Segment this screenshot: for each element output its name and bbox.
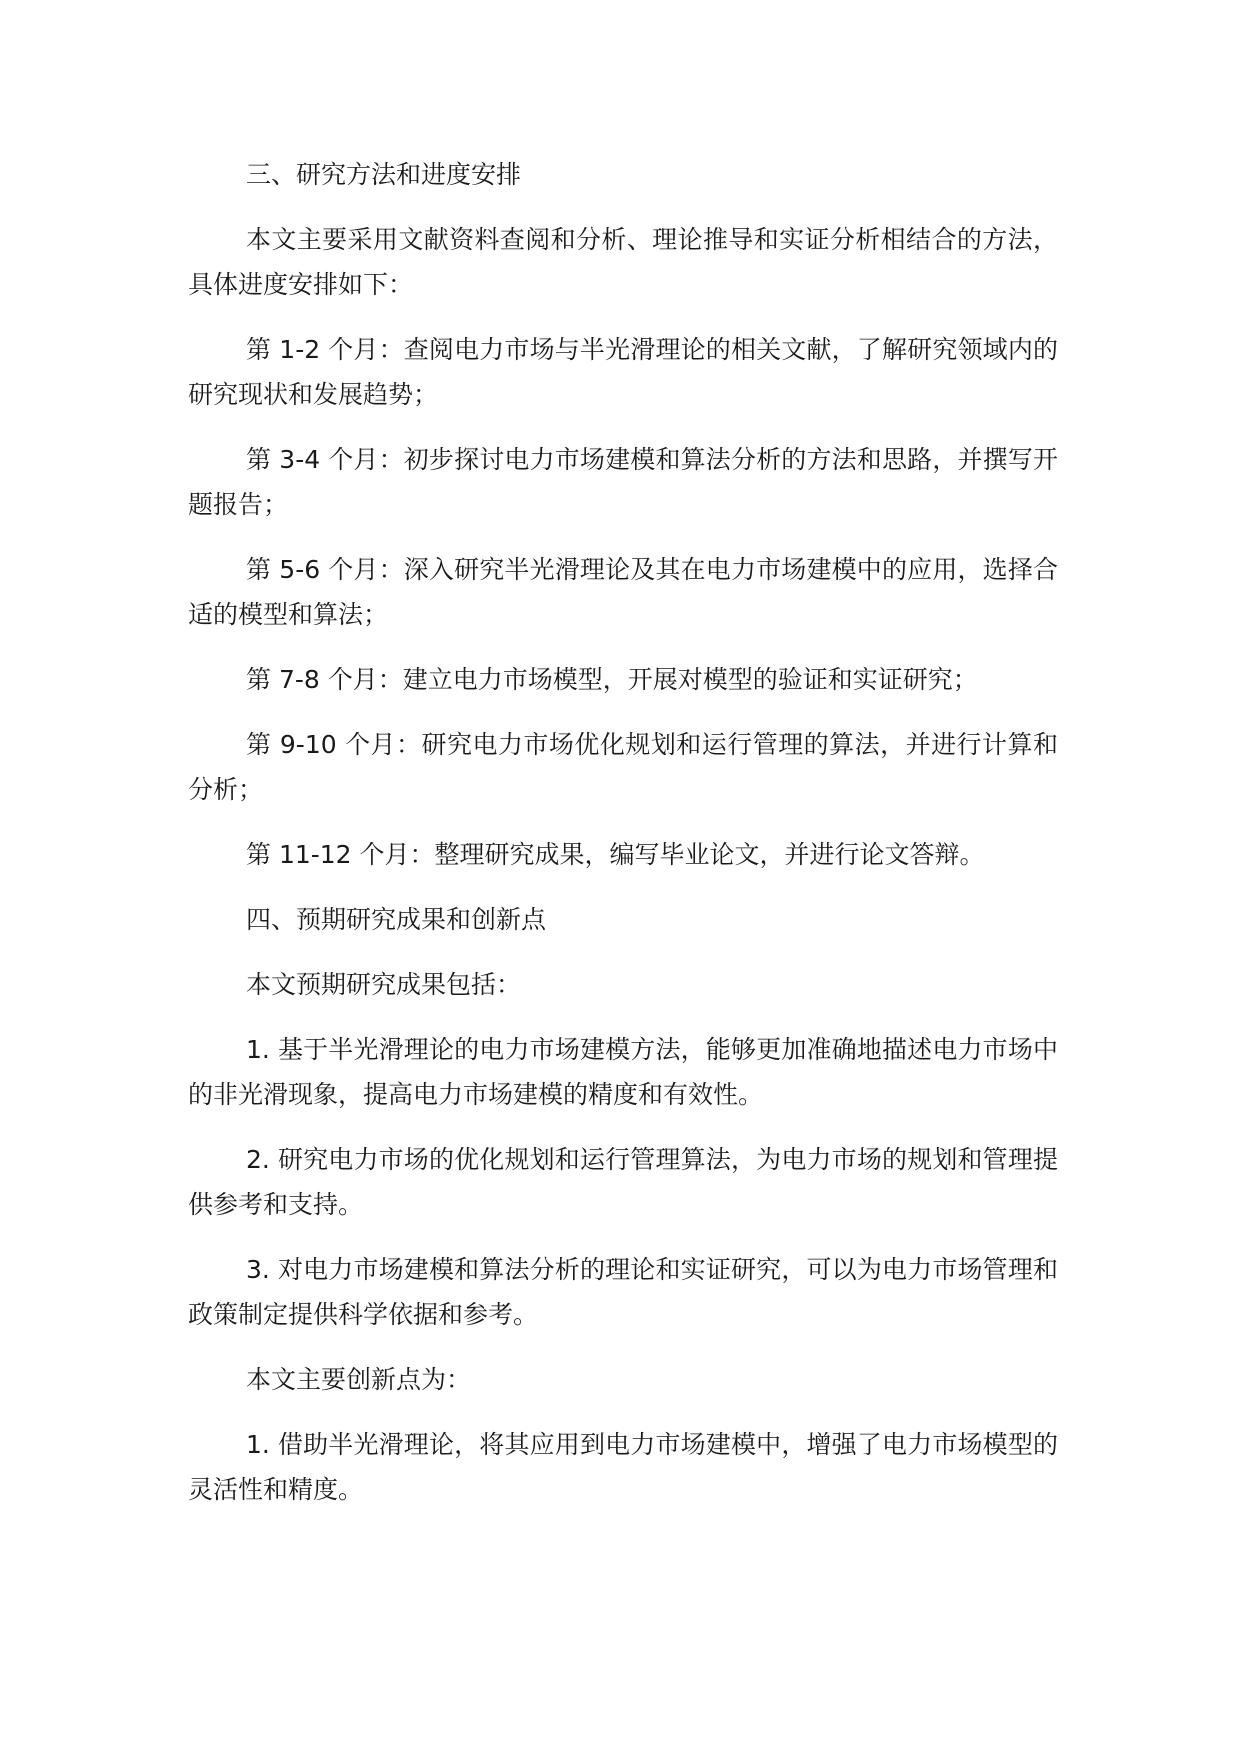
schedule-item-months-5-6: 第 5-6 个月：深入研究半光滑理论及其在电力市场建模中的应用，选择合适的模型和算法； xyxy=(188,555,1058,629)
schedule-item-months-9-10: 第 9-10 个月：研究电力市场优化规划和运行管理的算法，并进行计算和分析； xyxy=(188,730,1058,804)
paragraph-innovations-intro: 本文主要创新点为： xyxy=(246,1365,472,1394)
schedule-item-months-11-12: 第 11-12 个月：整理研究成果，编写毕业论文，并进行论文答辩。 xyxy=(246,840,985,869)
paragraph-outcomes-intro: 本文预期研究成果包括： xyxy=(246,970,522,999)
schedule-item-months-1-2: 第 1-2 个月：查阅电力市场与半光滑理论的相关文献，了解研究领域内的研究现状和发展趋势； xyxy=(188,335,1058,409)
outcome-item-2: 2. 研究电力市场的优化规划和运行管理算法，为电力市场的规划和管理提供参考和支持。 xyxy=(188,1145,1058,1219)
outcome-item-1: 1. 基于半光滑理论的电力市场建模方法，能够更加准确地描述电力市场中的非光滑现象，提高电力市场建模的精度和有效性。 xyxy=(188,1035,1058,1109)
section-heading-methods: 三、研究方法和进度安排 xyxy=(246,160,522,189)
innovation-item-1: 1. 借助半光滑理论，将其应用到电力市场建模中，增强了电力市场模型的灵活性和精度。 xyxy=(188,1430,1058,1504)
schedule-item-months-3-4: 第 3-4 个月：初步探讨电力市场建模和算法分析的方法和思路，并撰写开题报告； xyxy=(188,445,1058,519)
paragraph-methods-intro: 本文主要采用文献资料查阅和分析、理论推导和实证分析相结合的方法，具体进度安排如下： xyxy=(188,225,1058,299)
outcome-item-3: 3. 对电力市场建模和算法分析的理论和实证研究，可以为电力市场管理和政策制定提供科学依据和参考。 xyxy=(188,1255,1058,1329)
schedule-item-months-7-8: 第 7-8 个月：建立电力市场模型，开展对模型的验证和实证研究； xyxy=(246,665,978,694)
document-body xyxy=(188,152,1058,1532)
section-heading-outcomes: 四、预期研究成果和创新点 xyxy=(246,905,547,934)
